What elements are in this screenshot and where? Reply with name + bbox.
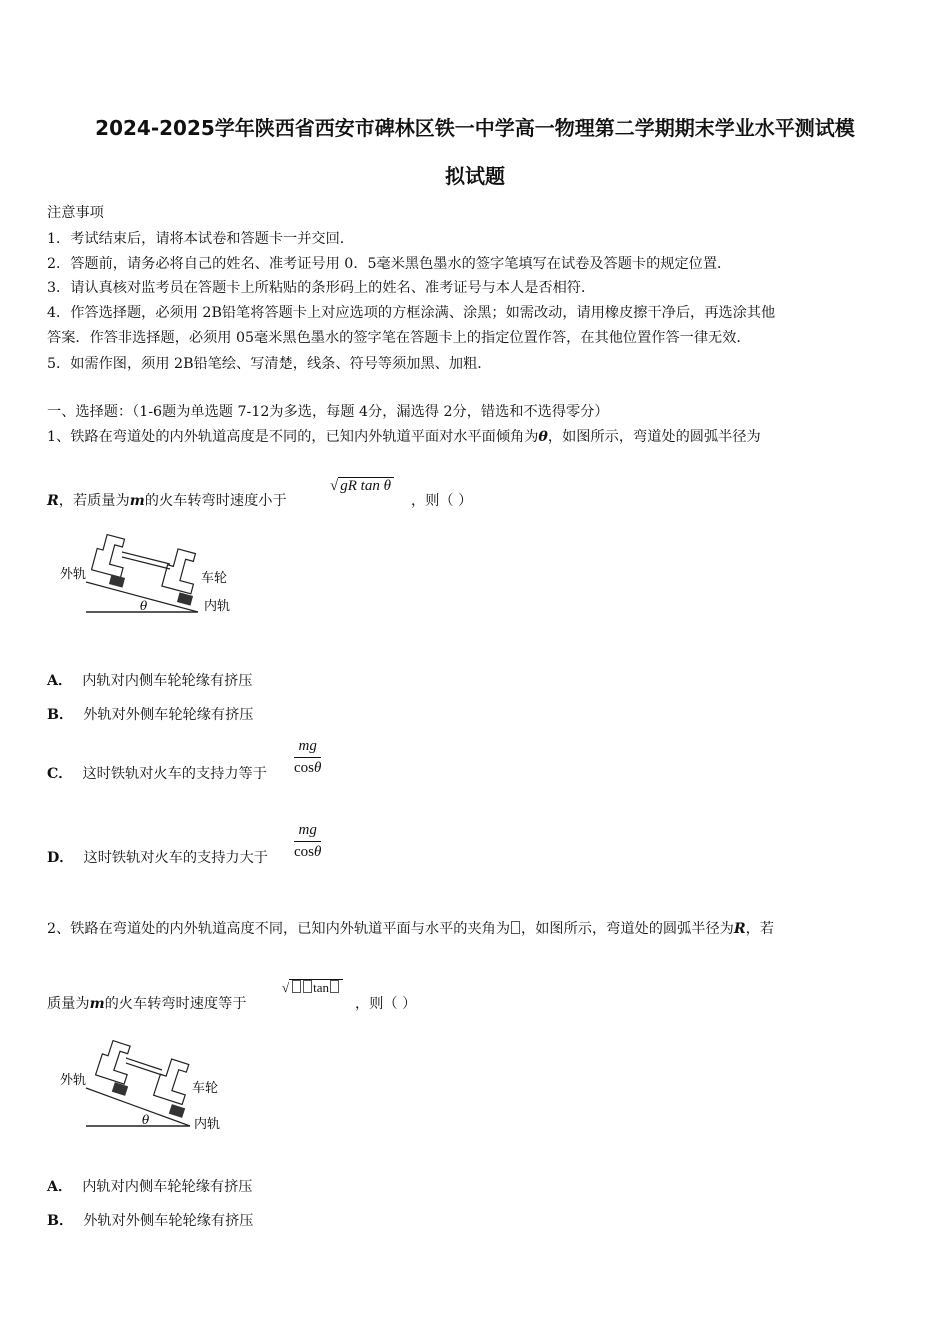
q1-option-c-fraction: $\frac{mg}{\cos\theta}$ (294, 738, 322, 776)
notice-item: 4．作答选择题，必须用 2B铅笔将答题卡上对应选项的方框涂满、涂黑；如需改动，请用橡皮擦干净后，再选涂其他 (47, 305, 776, 321)
q1-stem-tail: ，则（ ） (411, 493, 473, 509)
q1-option-c[interactable]: C． 这时铁轨对火车的支持力等于 (47, 766, 267, 782)
q2-option-a[interactable]: A． 内轨对内侧车轮轮缘有挤压 (47, 1179, 253, 1195)
missing-glyph-icon (292, 980, 301, 993)
q2-stem-tail: ，则（ ） (355, 996, 417, 1012)
q1-rail-diagram (58, 530, 258, 625)
q1-option-d-fraction: $\frac{mg}{\cos\theta}$ (294, 822, 322, 860)
q2-option-b[interactable]: B． 外轨对外侧车轮轮缘有挤压 (47, 1213, 254, 1229)
missing-glyph-icon (330, 980, 339, 993)
q1-sqrt-expression: √ gR tan θ (330, 478, 394, 495)
q2-label-angle: θ (142, 1113, 150, 1127)
notice-item: 3．请认真核对监考员在答题卡上所粘贴的条形码上的姓名、准考证号与本人是否相符． (47, 280, 596, 296)
q1-stem-line1: 1、铁路在弯道处的内外轨道高度是不同的，已知内外轨道平面对水平面倾角为θ，如图所示，弯道处的圆弧半径为 (47, 429, 761, 445)
q2-label-inner-rail: 内轨 (194, 1117, 221, 1131)
q2-stem-line1: 2、铁路在弯道处的内外轨道高度不同，已知内外轨道平面与水平的夹角为 ，如图所示，弯道处的圆弧半径为R，若 (47, 921, 775, 937)
page-title-continued: 拟试题 (445, 164, 505, 188)
missing-glyph-icon (511, 921, 520, 934)
q2-sqrt-expression: √ tan (282, 980, 343, 996)
q1-label-angle: θ (140, 599, 148, 613)
section-heading: 一、选择题：（1-6题为单选题 7-12为多选，每题 4分，漏选得 2分，错选和不选得零分） (47, 404, 609, 420)
missing-glyph-icon (303, 980, 312, 993)
q1-label-inner-rail: 内轨 (204, 599, 231, 614)
q2-label-outer-rail: 外轨 (60, 1073, 87, 1088)
notice-item: 答案．作答非选择题，必须用 05毫米黑色墨水的签字笔在答题卡上的指定位置作答，在其他位置作答一律无效． (47, 330, 751, 346)
notice-heading: 注意事项 (47, 205, 104, 221)
q1-option-a[interactable]: A． 内轨对内侧车轮轮缘有挤压 (47, 673, 253, 689)
q1-option-d[interactable]: D． 这时铁轨对火车的支持力大于 (47, 850, 268, 866)
q2-label-wheel: 车轮 (192, 1081, 219, 1096)
notice-item: 1．考试结束后，请将本试卷和答题卡一并交回． (47, 231, 354, 247)
q1-label-outer-rail: 外轨 (60, 567, 87, 582)
notice-item: 2．答题前，请务必将自己的姓名、准考证号用 0．5毫米黑色墨水的签字笔填写在试卷及答题卡的规定位置． (47, 256, 732, 272)
notice-item: 5．如需作图，须用 2B铅笔绘、写清楚，线条、符号等须加黑、加粗． (47, 356, 492, 372)
page-title: 2024-2025学年陕西省西安市碑林区铁一中学高一物理第二学期期末学业水平测试模 (95, 116, 855, 140)
q1-label-wheel: 车轮 (201, 571, 228, 586)
q1-stem-line2: R，若质量为m的火车转弯时速度小于 (47, 493, 287, 509)
q1-option-b[interactable]: B． 外轨对外侧车轮轮缘有挤压 (47, 707, 254, 723)
q2-rail-diagram (58, 1036, 258, 1131)
q2-stem-line2: 质量为m的火车转弯时速度等于 (47, 996, 247, 1012)
